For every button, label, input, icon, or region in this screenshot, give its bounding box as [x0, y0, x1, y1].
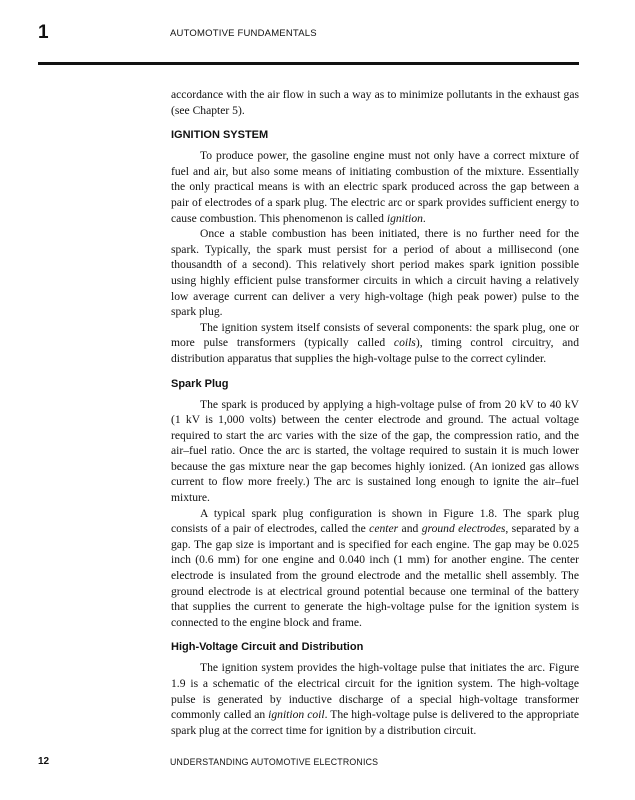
text-run: . The high-voltage pulse is delivered to the appropriate spark plug at the correct time for ignition by a distribution circuit.	[171, 708, 579, 737]
subsection-heading-spark-plug: Spark Plug	[171, 377, 229, 390]
text-run: , separated by a gap. The gap size is important and is specified for each engine. The gap may be 0.025 inch (0.6 mm) for one engine and 0.040 inch (1 mm) for another engine. The center electrode is insulated from the ground electrode and the metallic shell assembly. The ground electrode is at electrical ground potential because one terminal of the battery that supplies the current to generate the high-voltage pulse for the ignition system is connected to the engine block and frame.	[171, 522, 579, 629]
ignition-paragraph-3	[171, 320, 579, 367]
running-foot: UNDERSTANDING AUTOMOTIVE ELECTRONICS	[170, 757, 379, 767]
intro-paragraph: accordance with the air flow in such a way as to minimize pollutants in the exhaust gas (see Chapter 5).	[171, 88, 579, 117]
section-heading-ignition-system: IGNITION SYSTEM	[171, 129, 269, 142]
term-coils: coils	[393, 336, 416, 350]
text-run: To produce power, the gasoline engine must not only have a correct mixture of fuel and air, but also some means of initiating combustion of the mixture. Essentially the only practical means is with an electric spark produced across the gap between a pair of electrodes of a spark plug. The electric arc or spark provides sufficient energy to cause combustion. This phenomenon is called	[171, 149, 579, 225]
subsection-heading-high-voltage: High-Voltage Circuit and Distribution	[171, 641, 364, 654]
text-run: A typical spark plug configuration is shown in Figure 1.8. The spark plug consists of a pair of electrodes, called the	[171, 506, 579, 536]
header-rule	[38, 62, 579, 65]
high-voltage-paragraph	[171, 660, 579, 738]
text-run: ), timing control circuitry, and distribution apparatus that supplies the high-voltage pulse to the correct cylinder.	[171, 336, 579, 365]
term-ignition-coil: ignition coil	[268, 708, 325, 722]
running-head: AUTOMOTIVE FUNDAMENTALS	[170, 28, 317, 39]
spark-plug-paragraph-1: The spark is produced by applying a high-voltage pulse of from 20 kV to 40 kV (1 kV is 1,000 volts) between the center electrode and ground. The actual voltage required to start the arc varies with the size of the gap, the compression ratio, and the air–fuel ratio. Once the arc is started, the voltage required to sustain it is much lower because the gas mixture near the gap becomes highly ionized. (An ionized gas allows current to flow more freely.) The arc is sustained long enough to ignite the air–fuel mixture.	[171, 397, 579, 505]
text-run: .	[422, 211, 426, 225]
term-center: center	[369, 522, 399, 536]
term-ground-electrodes: ground electrodes	[421, 522, 506, 536]
text-run: and	[398, 522, 422, 536]
chapter-number: 1	[38, 22, 49, 43]
term-ignition: ignition	[386, 211, 423, 225]
text-run: The ignition system itself consists of several components: the spark plug, one or more pulse transformers (typically called	[171, 320, 579, 350]
page-number: 12	[38, 756, 50, 767]
ignition-paragraph-2: Once a stable combustion has been initiated, there is no further need for the spark. Typically, the spark must persist for a period of about a millisecond (one thousandth of a second). This relatively short period makes spark ignition possible using highly efficient pulse transformer circuits in which a circuit having a relatively low average current can deliver a very high-voltage (high peak power) pulse to the spark plug.	[171, 227, 579, 319]
text-run: The ignition system provides the high-voltage pulse that initiates the arc. Figure 1.9 is a schematic of the electrical circuit for the ignition system. The high-voltage pulse is generated by inductive discharge of a special high-voltage transformer commonly called an	[171, 661, 579, 722]
ignition-paragraph-1	[171, 148, 579, 226]
body-text	[171, 87, 579, 738]
spark-plug-paragraph-2	[171, 506, 579, 631]
